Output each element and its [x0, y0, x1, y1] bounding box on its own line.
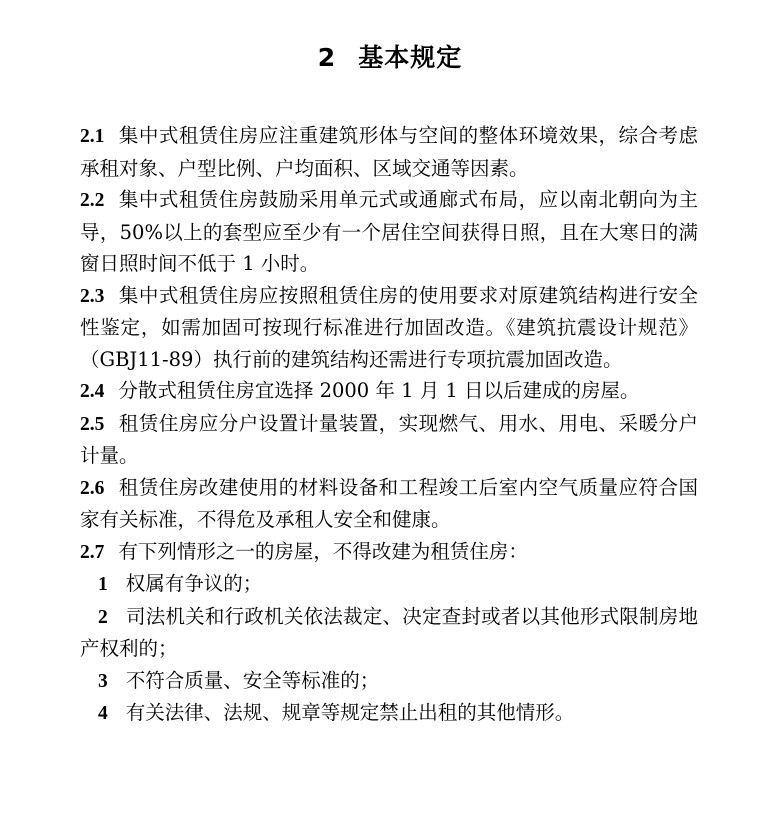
clause-number: 2.5	[80, 413, 105, 435]
chapter-number: 2	[317, 43, 337, 72]
chapter-heading	[0, 38, 780, 74]
clause-text: 集中式租赁住房应注重建筑形体与空间的整体环境效果，综合考虑承租对象、户型比例、户均面积、区域交通等因素。	[80, 124, 698, 180]
list-item-text: 权属有争议的；	[125, 572, 263, 595]
clause-text: 集中式租赁住房应按照租赁住房的使用要求对原建筑结构进行安全性鉴定，如需加固可按现行标准进行加固改造。《建筑抗震设计规范》（GBJ11-89）执行前的建筑结构还需进行专项抗震加固改造。	[80, 283, 698, 371]
list-item-number: 2	[98, 606, 108, 628]
clause-text: 租赁住房改建使用的材料设备和工程竣工后室内空气质量应符合国家有关标准，不得危及承租人安全和健康。	[80, 475, 698, 531]
clause-number: 2.4	[80, 381, 105, 402]
clause-2-3	[80, 280, 698, 376]
clause-2-5	[80, 408, 698, 472]
clause-number: 2.7	[80, 541, 105, 563]
list-item-text: 有关法律、法规、规章等规定禁止出租的其他情形。	[125, 701, 575, 724]
clause-2-7	[80, 536, 698, 569]
clause-text: 集中式租赁住房鼓励采用单元式或通廊式布局，应以南北朝向为主导，50%以上的套型应至少有一个居住空间获得日照，且在大寒日的满窗日照时间不低于 1 小时。	[80, 188, 698, 275]
chapter-title: 基本规定	[358, 43, 463, 72]
list-item	[80, 697, 698, 730]
clause-number: 2.2	[80, 190, 105, 211]
list-item-number: 4	[98, 703, 108, 724]
clause-text: 租赁住房应分户设置计量装置，实现燃气、用水、用电、采暖分户计量。	[80, 411, 698, 467]
list-item	[80, 568, 698, 601]
clause-2-1	[80, 120, 698, 184]
list-item-text: 不符合质量、安全等标准的；	[125, 668, 380, 692]
clause-text: 有下列情形之一的房屋，不得改建为租赁住房：	[118, 539, 528, 563]
list-item-text: 司法机关和行政机关依法裁定、决定查封或者以其他形式限制房地产权利的；	[80, 604, 698, 660]
list-item	[80, 665, 698, 698]
body-text	[80, 120, 698, 730]
list-item-number: 1	[98, 574, 108, 595]
clause-2-2	[80, 184, 698, 280]
list-item-number: 3	[98, 670, 108, 692]
clause-number: 2.1	[80, 126, 105, 147]
list-item	[80, 601, 698, 665]
clause-2-4	[80, 375, 698, 408]
clause-number: 2.3	[80, 285, 105, 307]
clause-2-6	[80, 472, 698, 536]
clause-number: 2.6	[80, 477, 105, 499]
clause-text: 分散式租赁住房宜选择 2000 年 1 月 1 日以后建成的房屋。	[118, 379, 640, 402]
